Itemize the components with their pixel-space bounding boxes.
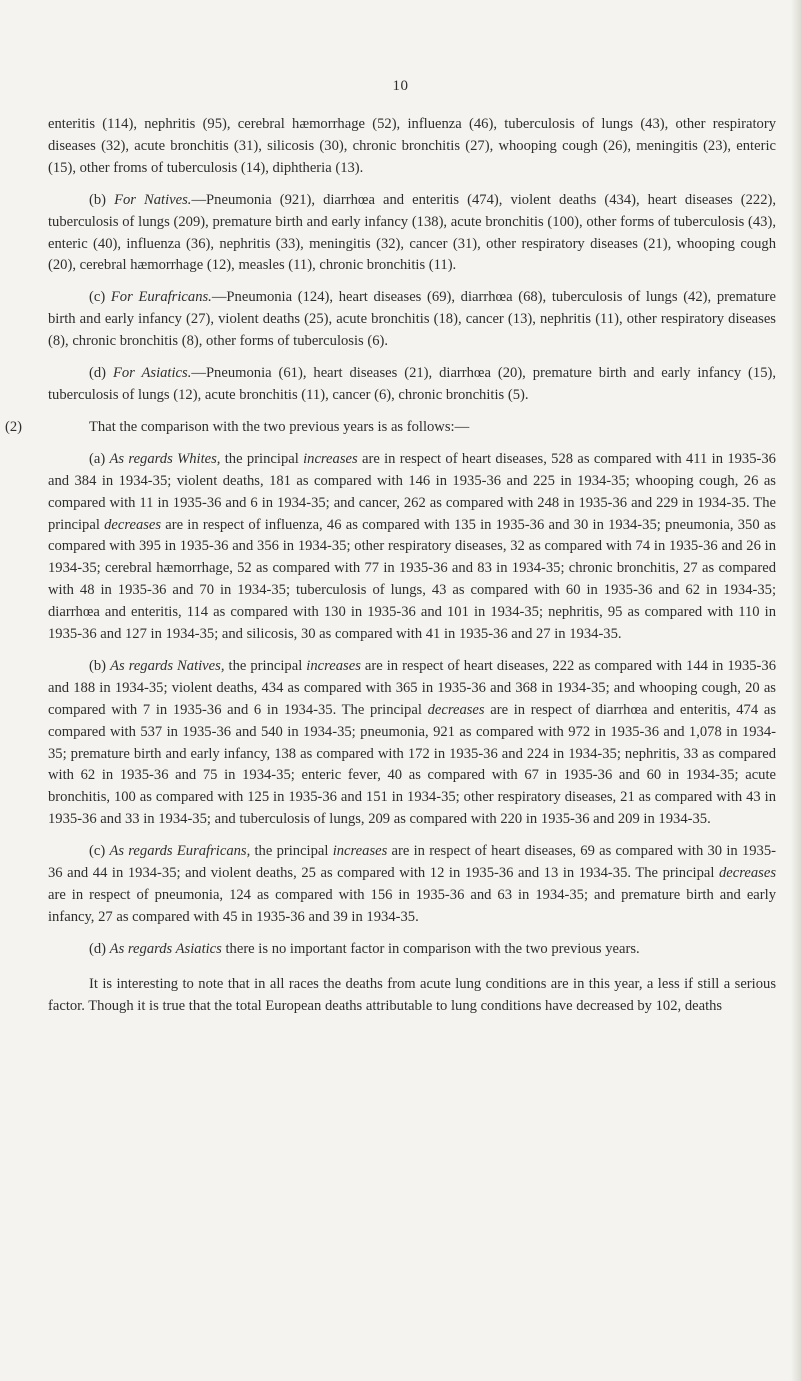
item-text: are in respect of heart diseases, 69 as compared with 30 in 1935-36 and 44 in 1934-35; and violent deaths, 25 as compared with 12 in 1935-36 and 13 in 1934-35. The principal xyxy=(48,843,776,882)
item-text: are in respect of diarrhœa and enteritis, 474 as compared with 537 in 1935-36 and 540 in 1934-35; pneumonia, 921 as compared with 972 in 1935-36 and 1,078 in 1934-35; premature birth and early infancy, 138 as compared with 172 in 1935-36 and 224 in 1934-35; nephritis, 33 as compared with 62 in 1935-36 and 75 in 1934-35; enteric fever, 40 as compared with 67 in 1935-36 and 60 in 1934-35; acute bronchitis, 100 as compared with 125 in 1935-36 and 151 in 1934-35; other respiratory diseases, 21 as compared with 43 in 1935-36 and 33 in 1934-35; and tuberculosis of lungs, 209 as compared with 220 in 1935-36 and 209 in 1934-35. xyxy=(48,701,776,828)
increases-term: increases xyxy=(303,450,358,467)
item-text: the principal xyxy=(224,657,307,674)
item-label: (d) xyxy=(89,940,110,957)
page-edge-shadow xyxy=(791,0,801,1381)
section-number: (2) xyxy=(5,418,23,435)
decreases-term: decreases xyxy=(719,865,776,882)
paragraph-a-whites-comparison xyxy=(48,449,776,646)
item-label: (d) xyxy=(89,365,113,382)
item-label: (a) xyxy=(89,450,110,467)
item-text: the principal xyxy=(250,843,333,860)
item-label: (c) xyxy=(89,289,111,306)
item-heading: For Eurafricans. xyxy=(110,289,212,306)
paragraph-c-eurafricans-comparison xyxy=(48,841,776,929)
paragraph-c-eurafricans xyxy=(48,287,776,353)
paragraph-continuation: enteritis (114), nephritis (95), cerebral hæmorrhage (52), influenza (46), tuberculosis of lungs (43), other respiratory diseases (32), acute bronchitis (31), silicosis (30), chronic bronchitis (27), whooping cough (26), meningitis (23), enteric (15), other froms of tuberculosis (14), diphtheria (13). xyxy=(48,116,776,176)
paragraph-d-asiatics-comparison xyxy=(48,939,776,961)
item-text: —Pneumonia (124), heart diseases (69), diarrhœa (68), tuberculosis of lungs (42), premature birth and early infancy (27), violent deaths (25), acute bronchitis (18), cancer (13), nephritis (11), other respiratory diseases (8), chronic bronchitis (8), other forms of tuberculosis (6). xyxy=(48,289,776,350)
item-heading: As regards Eurafricans, xyxy=(109,843,251,860)
item-heading: As regards Whites, xyxy=(109,450,221,467)
item-text: are in respect of influenza, 46 as compared with 135 in 1935-36 and 30 in 1934-35; pneumonia, 350 as compared with 395 in 1935-36 and 356 in 1934-35; other respiratory diseases, 32 as compared with 74 in 1935-36 and 26 in 1934-35; cerebral hæmorrhage, 52 as compared with 77 in 1935-36 and 83 in 1934-35; chronic bronchitis, 27 as compared with 48 in 1935-36 and 70 in 1934-35; tuberculosis of lungs, 43 as compared with 60 in 1935-36 and 62 in 1934-35; diarrhœa and enteritis, 114 as compared with 130 in 1935-36 and 101 in 1934-35; nephritis, 95 as compared with 110 in 1935-36 and 127 in 1934-35; and silicosis, 30 as compared with 41 in 1935-36 and 27 in 1934-35. xyxy=(48,516,776,643)
item-heading: As regards Asiatics xyxy=(109,940,222,957)
paragraph-closing: It is interesting to note that in all races the deaths from acute lung conditions are in this year, a less if still a serious factor. Though it is true that the total European deaths attributable to lung conditions have decreased by 102, deaths xyxy=(48,975,776,1014)
item-text: are in respect of heart diseases, 222 as compared with 144 in 1935-36 and 188 in 1934-35; violent deaths, 434 as compared with 365 in 1935-36 and 368 in 1934-35; and whooping cough, 20 as compared with 7 in 1935-36 and 6 in 1934-35. The principal xyxy=(48,657,777,718)
item-label: (b) xyxy=(89,191,115,208)
item-heading: As regards Natives, xyxy=(110,657,225,674)
item-text: there is no important factor in comparison with the two previous years. xyxy=(221,940,640,957)
body-text xyxy=(5,114,777,1018)
increases-term: increases xyxy=(306,657,361,674)
paragraph-d-asiatics xyxy=(48,363,776,407)
section-2-intro xyxy=(5,417,776,439)
decreases-term: decreases xyxy=(427,701,485,718)
item-heading: For Asiatics. xyxy=(112,365,192,382)
item-heading: For Natives. xyxy=(114,191,192,208)
page-number: 10 xyxy=(392,78,409,94)
section-text: That the comparison with the two previous years is as follows:— xyxy=(89,418,470,435)
item-text: —Pneumonia (921), diarrhœa and enteritis (474), violent deaths (434), heart diseases (222), tuberculosis of lungs (209), premature birth and early infancy (138), acute bronchitis (100), other forms of tuberculosis (43), enteric (40), influenza (36), nephritis (33), meningitis (32), cancer (31), other respiratory diseases (21), whooping cough (20), cerebral hæmorrhage (12), measles (11), chronic bronchitis (11). xyxy=(48,191,777,274)
item-text: —Pneumonia (61), heart diseases (21), diarrhœa (20), premature birth and early infancy (15), tuberculosis of lungs (12), acute bronchitis (11), cancer (6), chronic bronchitis (5). xyxy=(48,365,776,403)
item-text: are in respect of heart diseases, 528 as compared with 411 in 1935-36 and 384 in 1934-35; violent deaths, 181 as compared with 146 in 1935-36 and 225 in 1934-35; whooping cough, 26 as compared with 11 in 1935-36 and 6 in 1934-35; and cancer, 262 as compared with 248 in 1935-36 and 229 in 1934-35. The principal xyxy=(48,450,776,533)
increases-term: increases xyxy=(332,843,388,860)
item-text: are in respect of pneumonia, 124 as compared with 156 in 1935-36 and 63 in 1934-35; and premature birth and early infancy, 27 as compared with 45 in 1935-36 and 39 in 1934-35. xyxy=(48,887,776,925)
decreases-term: decreases xyxy=(104,516,162,533)
item-label: (c) xyxy=(89,843,110,860)
item-text: the principal xyxy=(220,450,304,467)
item-label: (b) xyxy=(89,657,111,674)
paragraph-b-natives-comparison xyxy=(48,656,776,831)
paragraph-b-natives xyxy=(48,190,776,278)
